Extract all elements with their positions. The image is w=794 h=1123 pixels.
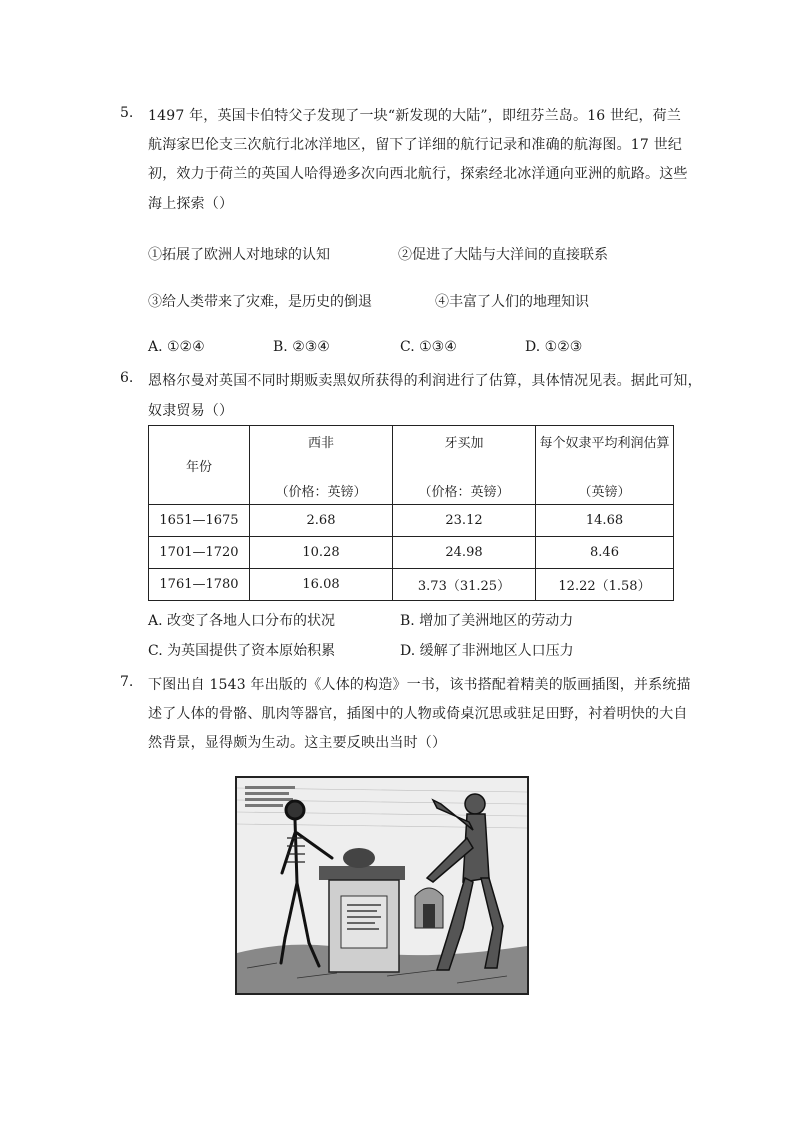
profit-table <box>148 425 674 601</box>
question-text-line: 然背景，显得颇为生动。这主要反映出当时（） <box>148 735 447 751</box>
question-text-line: 海上探索（） <box>148 196 234 212</box>
table-header-cell <box>536 426 674 505</box>
table-cell: 23.12 <box>393 505 536 537</box>
table-cell: 1651—1675 <box>149 505 250 537</box>
question-text-line: 1497 年，英国卡伯特父子发现了一块“新发现的大陆”，即纽芬兰岛。16 世纪，荷兰 <box>148 108 682 124</box>
anatomy-woodcut-illustration <box>235 776 529 995</box>
header-unit: （价格：英镑） <box>275 485 367 500</box>
question-text-line: 述了人体的骨骼、肌肉等器官，插图中的人物或倚桌沉思或驻足田野，衬着明快的大自 <box>148 706 688 722</box>
header-label: 牙买加 <box>444 436 484 451</box>
table-header-cell <box>393 426 536 505</box>
table-cell: 3.73（31.25） <box>393 569 536 601</box>
choice-c[interactable]: C. 为英国提供了资本原始积累 <box>148 643 336 659</box>
table-row <box>149 569 674 601</box>
table-header-cell <box>149 426 250 505</box>
header-label: 西非 <box>307 436 334 451</box>
table-cell: 10.28 <box>250 537 393 569</box>
choice-c[interactable]: C. ①③④ <box>400 339 457 355</box>
table-cell: 1761—1780 <box>149 569 250 601</box>
table-header-row <box>149 426 674 505</box>
table-header-cell <box>250 426 393 505</box>
question-number: 7. <box>120 674 134 690</box>
question-text-line: 下图出自 1543 年出版的《人体的构造》一书，该书搭配着精美的版画插图，并系统描 <box>148 677 691 693</box>
header-unit: （英镑） <box>578 485 631 500</box>
table-cell: 8.46 <box>536 537 674 569</box>
choice-b[interactable]: B. 增加了美洲地区的劳动力 <box>400 613 574 629</box>
header-label: 年份 <box>185 459 212 475</box>
question-number: 5. <box>120 105 134 121</box>
choice-a[interactable]: A. ①②④ <box>148 339 205 355</box>
table-row <box>149 537 674 569</box>
woodcut-drawing <box>237 778 527 993</box>
question-number: 6. <box>120 370 134 386</box>
table-cell: 12.22（1.58） <box>536 569 674 601</box>
choice-a[interactable]: A. 改变了各地人口分布的状况 <box>148 613 336 629</box>
table-cell: 24.98 <box>393 537 536 569</box>
table-cell: 2.68 <box>250 505 393 537</box>
header-unit: （价格：英镑） <box>418 485 510 500</box>
choice-b[interactable]: B. ②③④ <box>273 339 330 355</box>
table-cell: 1701—1720 <box>149 537 250 569</box>
table-row <box>149 505 674 537</box>
statement-3: ③给人类带来了灾难，是历史的倒退 <box>148 294 372 310</box>
question-text-line: 恩格尔曼对英国不同时期贩卖黑奴所获得的利润进行了估算，具体情况见表。据此可知， <box>148 373 702 389</box>
table-cell: 14.68 <box>536 505 674 537</box>
question-text-line: 奴隶贸易（） <box>148 403 234 419</box>
question-text-line: 航海家巴伦支三次航行北冰洋地区，留下了详细的航行记录和准确的航海图。17 世纪 <box>148 137 683 153</box>
question-text-line: 初，效力于荷兰的英国人哈得逊多次向西北航行，探索经北冰洋通向亚洲的航路。这些 <box>148 166 688 182</box>
statement-4: ④丰富了人们的地理知识 <box>435 294 589 310</box>
statement-1: ①拓展了欧洲人对地球的认知 <box>148 247 330 263</box>
choice-d[interactable]: D. ①②③ <box>525 339 583 355</box>
table-cell: 16.08 <box>250 569 393 601</box>
header-label: 每个奴隶平均利润估算 <box>539 436 670 451</box>
statement-2: ②促进了大陆与大洋间的直接联系 <box>398 247 608 263</box>
choice-d[interactable]: D. 缓解了非洲地区人口压力 <box>400 643 574 659</box>
